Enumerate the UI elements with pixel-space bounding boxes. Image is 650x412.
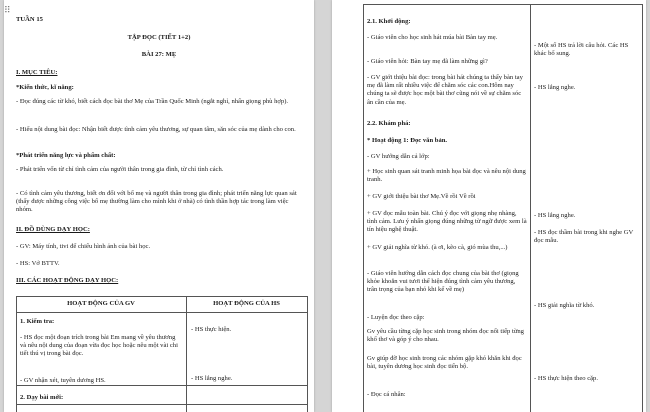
table-cell-teacher: - Luyện đọc theo cặp: (367, 314, 425, 321)
table-cell-teacher: - Giáo viên cho học sinh hát múa bài Bàn tay mẹ. (367, 34, 498, 41)
objectives-development-heading: *Phát triển năng lực và phẩm chất: (16, 152, 116, 159)
table-cell-student: - HS giải nghĩa từ khó. (534, 302, 595, 309)
lesson-name: BÀI 27: MẸ (141, 51, 177, 58)
table-row-title: 2. Dạy bài mới: (20, 394, 64, 401)
section-materials-title: II. ĐỒ DÙNG DẠY HỌC: (16, 226, 90, 233)
table-cell-student: - HS đọc thầm bài trong khi nghe GV đọc mẫu. (534, 229, 634, 245)
table-cell-student: - HS lắng nghe. (191, 375, 233, 382)
table-header-teacher: HOẠT ĐỘNG CỦA GV (67, 300, 135, 307)
drag-handle-icon[interactable]: ⠿ (4, 6, 10, 16)
section-explore-title: 2.2. Khám phá: (367, 120, 411, 127)
table-header-divider (16, 312, 307, 313)
objectives-development-p2: - Có tình cảm yêu thương, biết ơn đối với bố mẹ và người thân trong gia đình; phát triển năng lực quan sát (thấy được những công việc bố mẹ thường làm cho mình khi ở nhà) có tình thần hợp tác trong làm việc nhóm. (16, 190, 297, 214)
week-label: TUẦN 15 (16, 16, 43, 23)
section-objectives-title: I. MỤC TIÊU: (16, 69, 58, 76)
section-warmup-title: 2.1. Khởi động: (367, 18, 411, 25)
objectives-knowledge-heading: *Kiến thức, kĩ năng: (16, 84, 74, 91)
table-cell-teacher: - Giáo viên hỏi: Bàn tay mẹ đã làm những gì? (367, 58, 488, 65)
page-left (4, 0, 314, 412)
table-cell-teacher: - HS đọc một đoạn trích trong bài Em mang về yêu thương và nêu nội dung của đoạn vừa đọc học hoặc nêu một vài chi tiết thú vị trong bài đọc. (20, 334, 178, 358)
table-cell-student: - Một số HS trả lời câu hỏi. Các HS khác bổ sung. (534, 42, 629, 58)
table-cell-teacher: Gv yêu cầu từng cặp học sinh trong nhóm đọc nối tiếp từng khổ thơ và góp ý cho nhau. (367, 328, 524, 344)
table-cell-student: - HS thực hiện theo cặp. (534, 375, 598, 382)
table-cell-teacher: - GV giới thiệu bài đọc: trong bài hát chúng ta thấy bàn tay mẹ đã làm rất nhiều việc để chăm sóc các con.Hôm nay chúng ta sẽ được học một bài thơ cũng nói về sự chăm sóc ân cần của mẹ. (367, 74, 523, 106)
objectives-knowledge-p2: - Hiểu nội dung bài đọc: Nhận biết được tình cảm yêu thương, sự quan tâm, săn sóc của mẹ dành cho con. (16, 126, 296, 133)
table-row-divider (16, 404, 307, 405)
lesson-title: TẬP ĐỌC (TIẾT 1+2) (127, 34, 191, 41)
table-cell-teacher: + GV giới thiệu bài thơ Mẹ.Về rồi Về rồi (367, 193, 476, 200)
table-cell-teacher: + Học sinh quan sát tranh minh họa bài đọc và nêu nội dung tranh. (367, 168, 526, 184)
table-cell-teacher: + GV đọc mẫu toàn bài. Chú ý đọc với giọng nhẹ nhàng, tình cảm. Lưu ý nhấn giọng đúng những từ ngữ được xem là tín hiệu nghệ thuật. (367, 210, 527, 234)
section-activities-title: III. CÁC HOẠT ĐỘNG DẠY HỌC: (16, 277, 119, 284)
table-cell-teacher: - Giáo viên hướng dẫn cách đọc chung của bài thơ (giọng khỏe khoắn vui tươi thể hiện đúng tình cảm yêu thương, trân trọng của bạn nhỏ khi kể về mẹ) (367, 270, 519, 294)
objectives-development-p1: - Phát triển vốn từ chỉ tình cảm của người thân trong gia đình, từ chỉ tình cách. (16, 166, 224, 173)
page-right (332, 0, 646, 412)
table-cell-teacher: - Đọc cá nhân: (367, 391, 406, 398)
table-cell-student: - HS thực hiện. (191, 326, 232, 333)
table-cell-student: - HS lắng nghe. (534, 212, 576, 219)
table-cell-teacher: + GV giải nghĩa từ khó. (à ơi, kẽo cà, gió mùa thu,...) (367, 244, 508, 251)
objectives-knowledge-p1: - Đọc đúng các từ khó, biết cách đọc bài thơ Mẹ của Trần Quốc Minh (ngắt nghỉ, nhấn giọng phù hợp). (16, 98, 289, 105)
table-header-student: HOẠT ĐỘNG CỦA HS (213, 300, 280, 307)
materials-teacher: - GV: Máy tính, tivi để chiếu hình ảnh của bài học. (16, 243, 151, 250)
table-cell-student: - HS lắng nghe. (534, 84, 576, 91)
materials-student: - HS: Vở BTTV. (16, 260, 60, 267)
activity-1-heading: * Hoạt động 1: Đọc văn bản. (367, 137, 448, 144)
table-column-divider (186, 296, 187, 412)
table-row-title: 1. Kiểm tra: (20, 318, 55, 325)
table-cell-teacher: Gv giúp đỡ học sinh trong các nhóm gặp khó khăn khi đọc bài, tuyên dương học sinh đọc tiến bộ. (367, 355, 522, 371)
table-cell-teacher: - GV nhận xét, tuyên dương HS. (20, 377, 106, 384)
table-cell-teacher: - GV hướng dẫn cả lớp: (367, 153, 430, 160)
table-column-divider (530, 4, 531, 412)
